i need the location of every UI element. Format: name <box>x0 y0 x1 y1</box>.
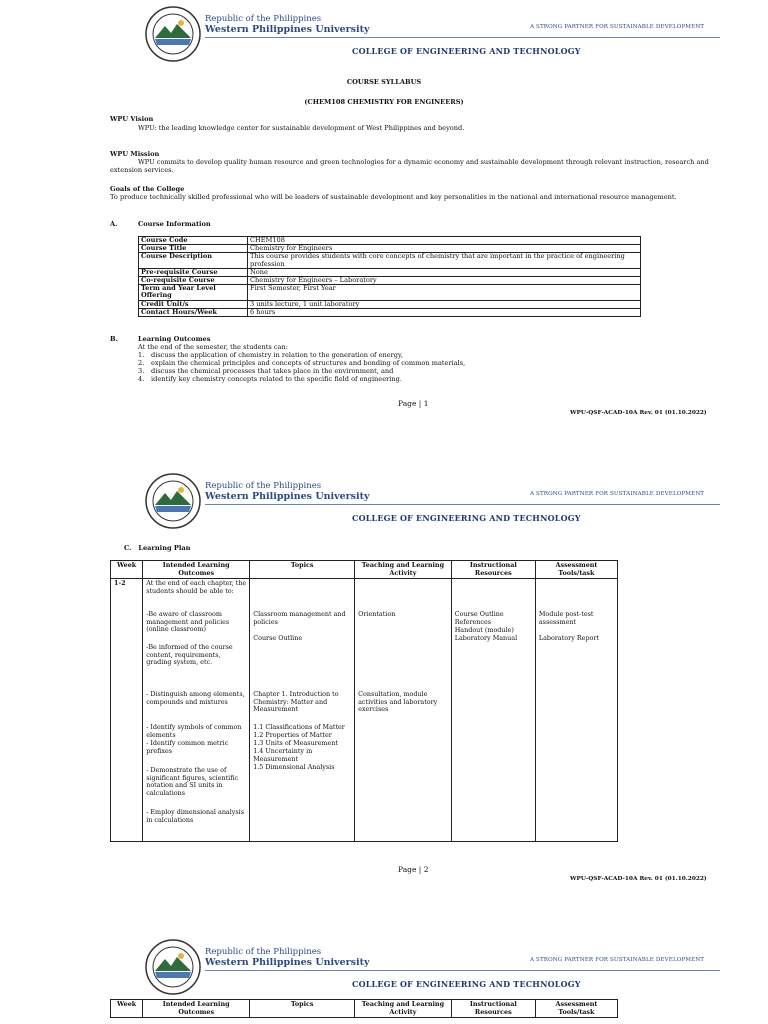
vision-text: WPU: the leading knowledge center for sustainable development of West Philippines and beyond. <box>138 124 465 132</box>
ilo-item: - Employ dimensional analysis in calculations <box>146 808 245 824</box>
college-name: COLLEGE OF ENGINEERING AND TECHNOLOGY <box>352 46 581 56</box>
list-text: identify key chemistry concepts related to the specific field of engineering. <box>151 375 402 383</box>
info-key: Term and Year Level Offering <box>139 285 248 300</box>
resource-item: Laboratory Manual <box>454 634 518 642</box>
learning-outcomes-intro: At the end of the semester, the students can: <box>138 343 288 351</box>
column-header: Topics <box>250 561 355 579</box>
topic-item: Course Outline <box>253 634 303 642</box>
info-value: Chemistry for Engineers – Laboratory <box>248 277 641 285</box>
topic-item: 1.1 Classifications of Matter <box>253 723 345 731</box>
ilo-item: - Demonstrate the use of significant figures, scientific notation and SI units in calculations <box>146 766 239 797</box>
info-value: CHEM108 <box>248 237 641 245</box>
table-header-row <box>111 561 618 579</box>
topic-item: 1.4 Uncertainty in Measurement <box>253 747 313 763</box>
mission-heading: WPU Mission <box>110 150 160 158</box>
vision-heading: WPU Vision <box>110 115 154 123</box>
column-header: Topics <box>250 1000 355 1018</box>
activity-item: Consultation, module activities and laboratory exercises <box>358 690 438 713</box>
university-name: Western Philippines University <box>205 24 370 35</box>
assessment-item: Laboratory Report <box>538 634 599 642</box>
page-number: Page | 1 <box>398 399 429 408</box>
info-key: Credit Unit/s <box>139 300 248 308</box>
learning-outcomes-list <box>138 351 465 383</box>
section-b-letter: B. <box>110 335 118 343</box>
list-item <box>138 359 465 367</box>
tagline: A STRONG PARTNER FOR SUSTAINABLE DEVELOPMENT <box>530 491 705 497</box>
university-name: Western Philippines University <box>205 491 370 502</box>
republic-label: Republic of the Philippines <box>205 947 322 957</box>
ilo-item: - Identify symbols of common elements <box>146 723 242 739</box>
week-value: 1-2 <box>114 579 126 587</box>
table-row <box>139 285 641 300</box>
topic-item: 1.5 Dimensional Analysis <box>253 763 335 771</box>
page-3 <box>0 933 768 1024</box>
university-name: Western Philippines University <box>205 957 370 968</box>
list-item <box>138 375 465 383</box>
document-code: WPU-QSF-ACAD-10A Rev. 01 (01.10.2022) <box>570 876 707 882</box>
topic-item: 1.3 Units of Measurement <box>253 739 338 747</box>
info-key: Co-requisite Course <box>139 277 248 285</box>
letterhead <box>0 0 768 90</box>
topic-item: Classroom management and policies <box>253 610 346 626</box>
goals-text: To produce technically skilled professional who will be leaders of sustainable development and key personalities in the national and international resource management. <box>110 193 677 201</box>
ilo-cell <box>143 579 250 842</box>
header-rule <box>205 504 720 505</box>
mission-text-2: extension services. <box>110 166 174 174</box>
ilo-item: -Be aware of classroom management and policies (online classroom) <box>146 610 230 633</box>
topic-item: Chapter 1. Introduction to Chemistry: Matter and Measurement <box>253 690 339 713</box>
column-header: Intended Learning Outcomes <box>143 561 250 579</box>
university-seal-icon <box>145 6 201 62</box>
info-key: Course Description <box>139 253 248 268</box>
list-item <box>138 367 465 375</box>
ilo-item: -Be informed of the course content, requirements, grading system, etc. <box>146 643 233 666</box>
section-a-title: Course Information <box>138 220 211 228</box>
mission-text-1: WPU commits to develop quality human resource and green technologies for a dynamic economy and sustainable development through relevant instruction, research and <box>138 158 709 166</box>
list-number: 4. <box>138 375 145 383</box>
activity-cell <box>355 579 452 842</box>
header-rule <box>205 970 720 971</box>
list-number: 2. <box>138 359 145 367</box>
list-number: 1. <box>138 351 145 359</box>
assessment-item: Module post-test assessment <box>538 610 594 626</box>
goals-heading: Goals of the College <box>110 185 185 193</box>
section-c-title: C. Learning Plan <box>124 544 191 552</box>
info-value: 6 hours <box>248 308 641 316</box>
column-header: Teaching and Learning Activity <box>355 1000 452 1018</box>
resource-item: Course Outline <box>454 610 504 618</box>
resources-cell <box>451 579 535 842</box>
week-cell <box>111 579 143 842</box>
ilo-item: - Distinguish among elements, compounds and mixtures <box>146 690 245 706</box>
info-value: This course provides students with core concepts of chemistry that are important in the practice of engineering profession <box>248 253 641 268</box>
table-row <box>139 308 641 316</box>
info-value: 3 units lecture, 1 unit laboratory <box>248 300 641 308</box>
column-header: Assessment Tools/task <box>535 561 617 579</box>
list-text: explain the chemical principles and concepts of structures and bonding of common materials, <box>151 359 466 367</box>
column-header: Assessment Tools/task <box>535 1000 617 1018</box>
info-key: Course Title <box>139 245 248 253</box>
info-key: Course Code <box>139 237 248 245</box>
info-value: None <box>248 268 641 276</box>
list-text: discuss the chemical processes that takes place in the environment, and <box>151 367 394 375</box>
column-header: Intended Learning Outcomes <box>143 1000 250 1018</box>
column-header: Week <box>111 1000 143 1018</box>
ilo-intro: At the end of each chapter, the students should be able to: <box>146 579 247 595</box>
section-b-title: Learning Outcomes <box>138 335 211 343</box>
republic-label: Republic of the Philippines <box>205 481 322 491</box>
topic-item: 1.2 Properties of Matter <box>253 731 332 739</box>
university-seal-icon <box>145 939 201 995</box>
info-key: Pre-requisite Course <box>139 268 248 276</box>
table-header-row <box>111 1000 618 1018</box>
page-number: Page | 2 <box>398 865 429 874</box>
college-name: COLLEGE OF ENGINEERING AND TECHNOLOGY <box>352 513 581 523</box>
assessment-cell <box>535 579 617 842</box>
table-row <box>139 253 641 268</box>
course-title: (CHEM108 CHEMISTRY FOR ENGINEERS) <box>304 98 464 106</box>
table-row <box>111 579 618 842</box>
activity-item: Orientation <box>358 610 396 618</box>
table-row <box>139 237 641 245</box>
section-a-letter: A. <box>110 220 118 228</box>
college-name: COLLEGE OF ENGINEERING AND TECHNOLOGY <box>352 979 581 989</box>
column-header: Teaching and Learning Activity <box>355 561 452 579</box>
tagline: A STRONG PARTNER FOR SUSTAINABLE DEVELOPMENT <box>530 957 705 963</box>
info-key: Contact Hours/Week <box>139 308 248 316</box>
column-header: Instructional Resources <box>451 1000 535 1018</box>
resource-item: References <box>454 618 492 626</box>
resource-item: Handout (module) <box>454 626 514 634</box>
learning-plan-table <box>110 560 618 842</box>
page-1 <box>0 0 768 430</box>
column-header: Week <box>111 561 143 579</box>
document-code: WPU-QSF-ACAD-10A Rev. 01 (01.10.2022) <box>570 410 707 416</box>
list-item <box>138 351 465 359</box>
document-title: COURSE SYLLABUS <box>346 78 422 86</box>
university-seal-icon <box>145 473 201 529</box>
column-header: Instructional Resources <box>451 561 535 579</box>
topics-cell <box>250 579 355 842</box>
info-value: First Semester, First Year <box>248 285 641 300</box>
republic-label: Republic of the Philippines <box>205 14 322 24</box>
ilo-item: - Identify common metric prefixes <box>146 739 229 755</box>
list-number: 3. <box>138 367 145 375</box>
info-value: Chemistry for Engineers <box>248 245 641 253</box>
letterhead <box>0 467 768 557</box>
header-rule <box>205 37 720 38</box>
tagline: A STRONG PARTNER FOR SUSTAINABLE DEVELOPMENT <box>530 24 705 30</box>
list-text: discuss the application of chemistry in relation to the generation of energy, <box>151 351 403 359</box>
learning-plan-table-continued <box>110 999 618 1018</box>
page-2 <box>0 467 768 897</box>
course-info-table <box>138 236 641 317</box>
